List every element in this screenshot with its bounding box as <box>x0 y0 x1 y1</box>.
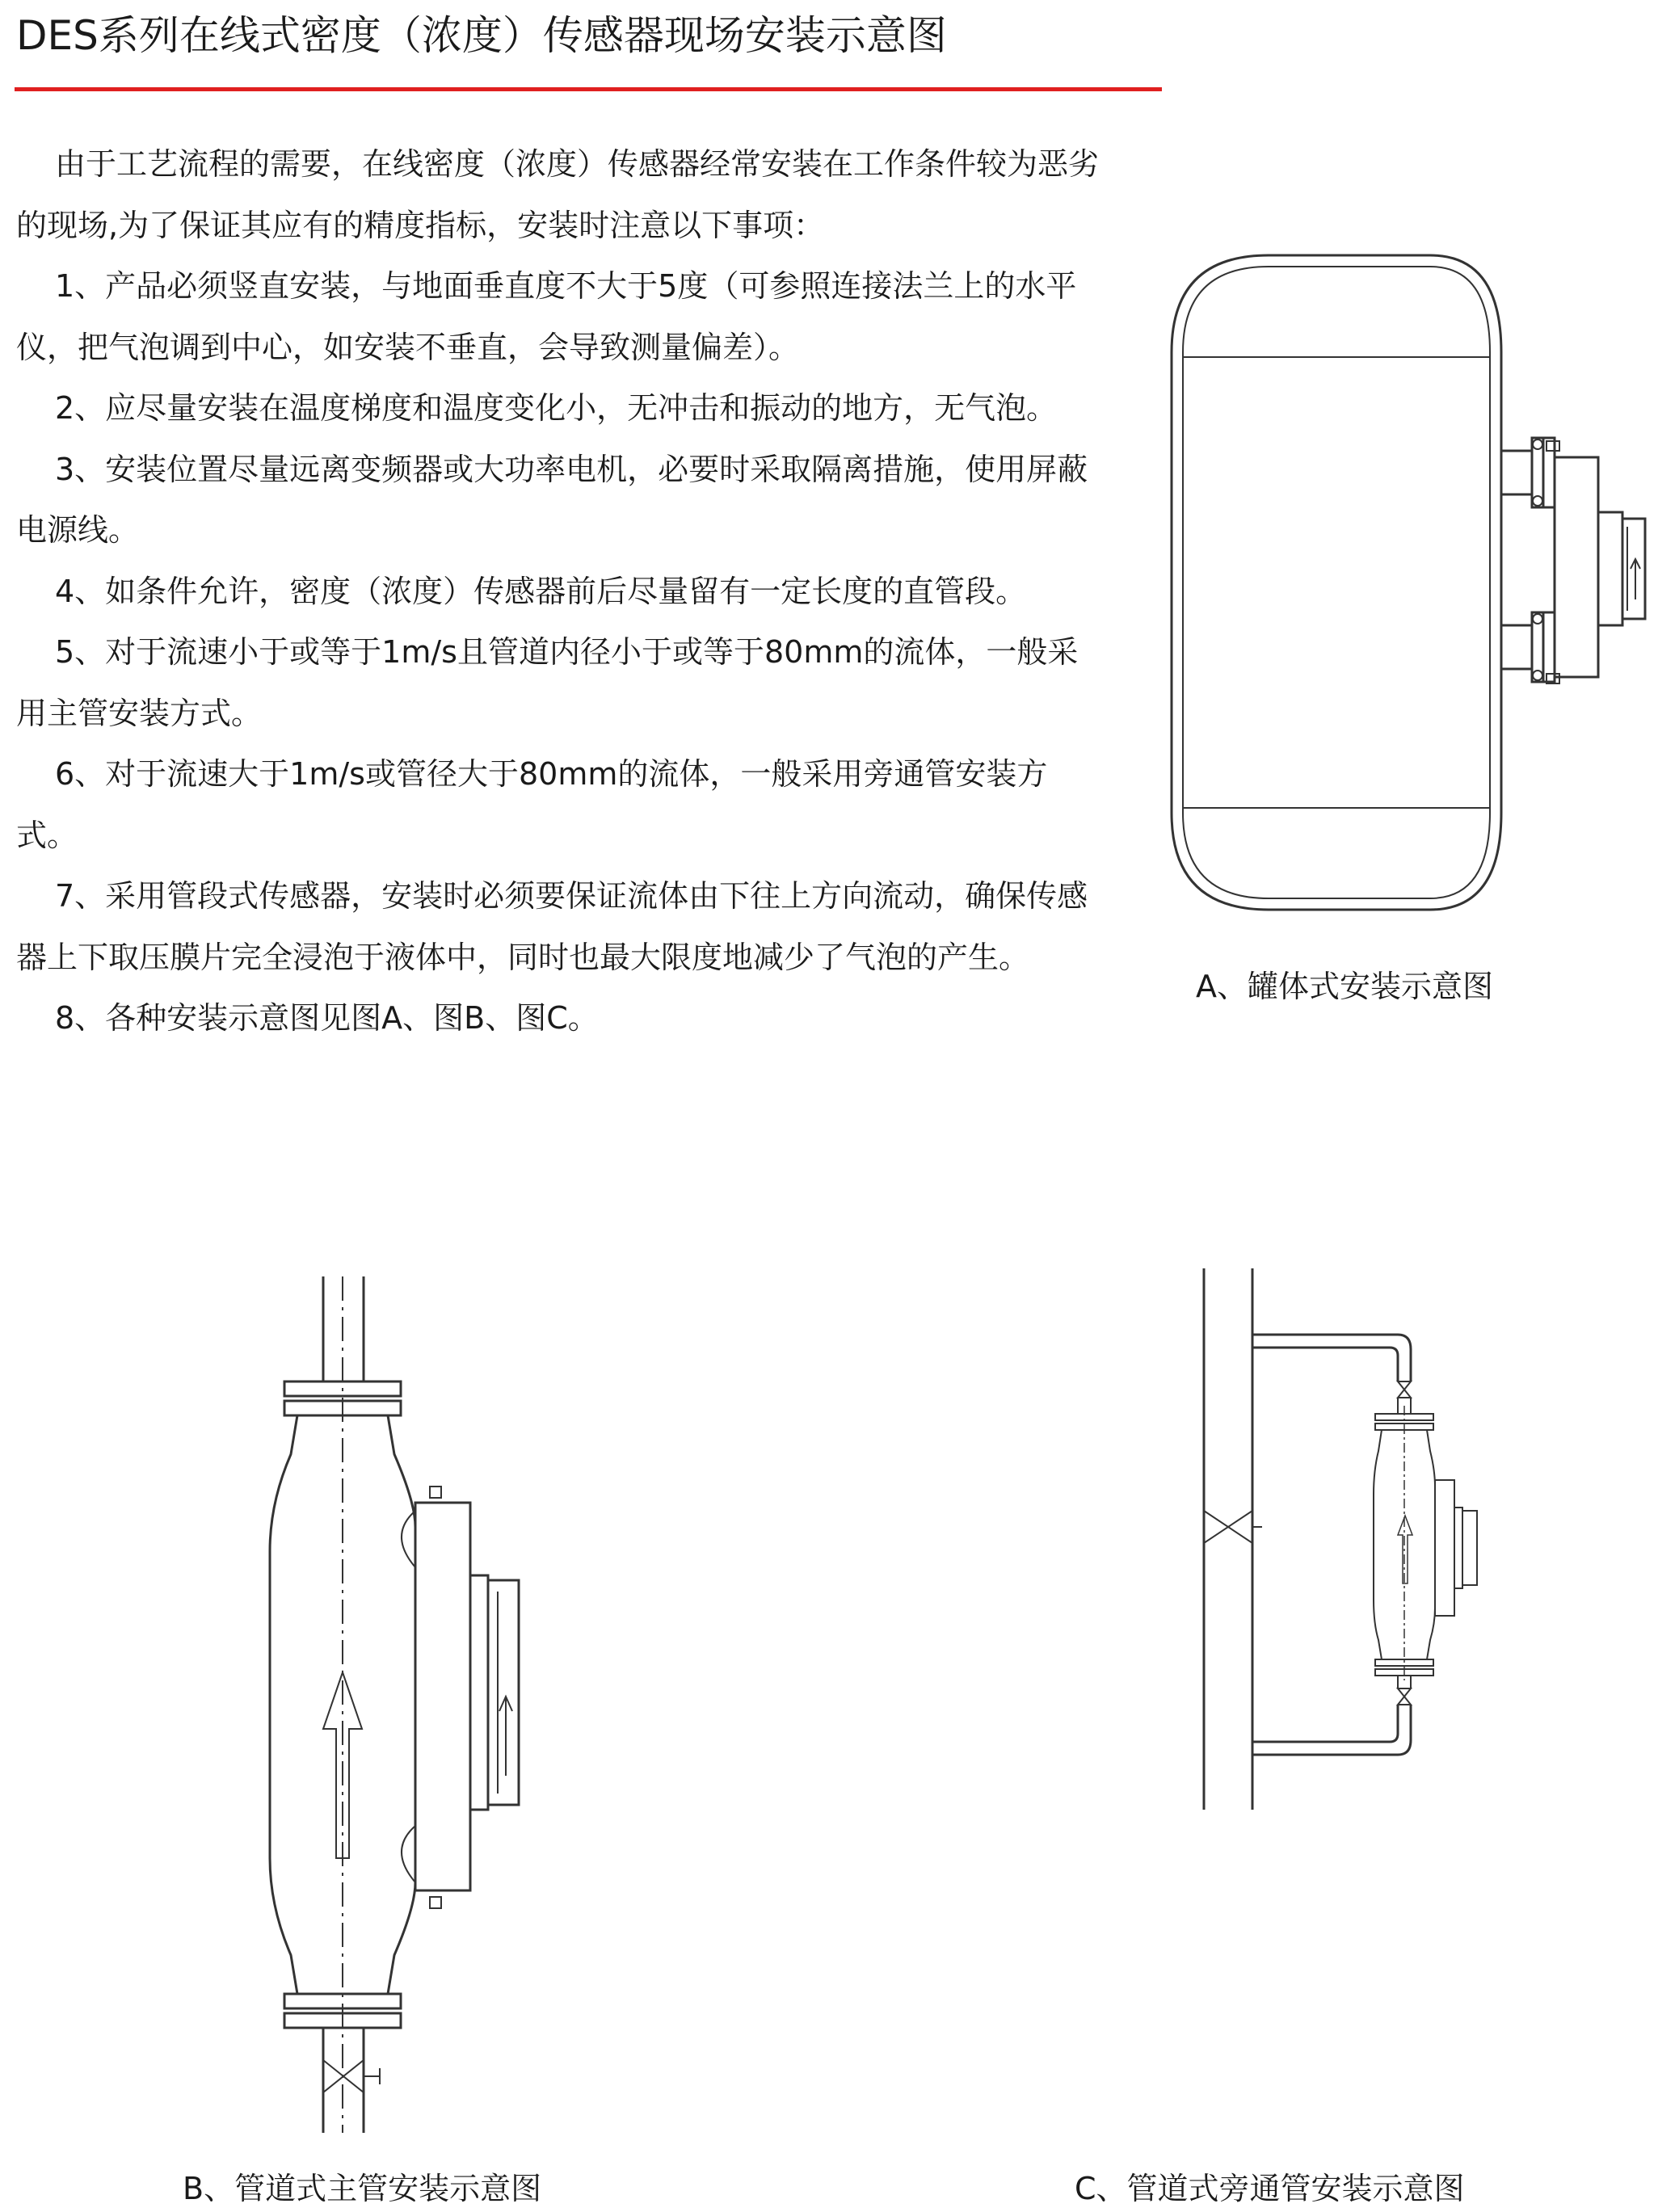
list-item: 4、如条件允许，密度（浓度）传感器前后尽量留有一定长度的直管段。 <box>55 573 1027 609</box>
list-item: 3、安装位置尽量远离变频器或大功率电机，必要时采取隔离措施，使用屏蔽电源线。 <box>16 451 1088 548</box>
figure-b-caption: B、管道式主管安装示意图 <box>183 2171 542 2206</box>
title-divider <box>15 87 1162 91</box>
list-item: 1、产品必须竖直安装，与地面垂直度不大于5度（可参照连接法兰上的水平仪，把气泡调到中心，如安装不垂直，会导致测量偏差）。 <box>16 268 1077 365</box>
instructions-body <box>16 134 1099 1049</box>
figure-b-main-pipe-diagram <box>259 1276 566 2133</box>
list-item: 7、采用管段式传感器，安装时必须要保证流体由下往上方向流动，确保传感器上下取压膜片完全浸泡于液体中，同时也最大限度地减少了气泡的产生。 <box>16 878 1088 975</box>
figure-c-caption: C、管道式旁通管安装示意图 <box>1075 2171 1465 2206</box>
figure-c-bypass-diagram <box>1180 1260 1584 1826</box>
figure-a-tank-diagram <box>1170 239 1655 934</box>
list-item: 2、应尽量安装在温度梯度和温度变化小，无冲击和振动的地方，无气泡。 <box>55 390 1058 426</box>
intro-paragraph: 由于工艺流程的需要，在线密度（浓度）传感器经常安装在工作条件较为恶劣的现场,为了保证其应有的精度指标，安装时注意以下事项： <box>16 146 1100 243</box>
list-item: 8、各种安装示意图见图A、图B、图C。 <box>55 1000 599 1036</box>
page-title: DES系列在线式密度（浓度）传感器现场安装示意图 <box>16 12 947 59</box>
figure-a-caption: A、罐体式安装示意图 <box>1196 969 1493 1004</box>
list-item: 6、对于流速大于1m/s或管径大于80mm的流体，一般采用旁通管安装方式。 <box>16 756 1048 853</box>
list-item: 5、对于流速小于或等于1m/s且管道内径小于或等于80mm的流体，一般采用主管安装方式。 <box>16 634 1079 731</box>
